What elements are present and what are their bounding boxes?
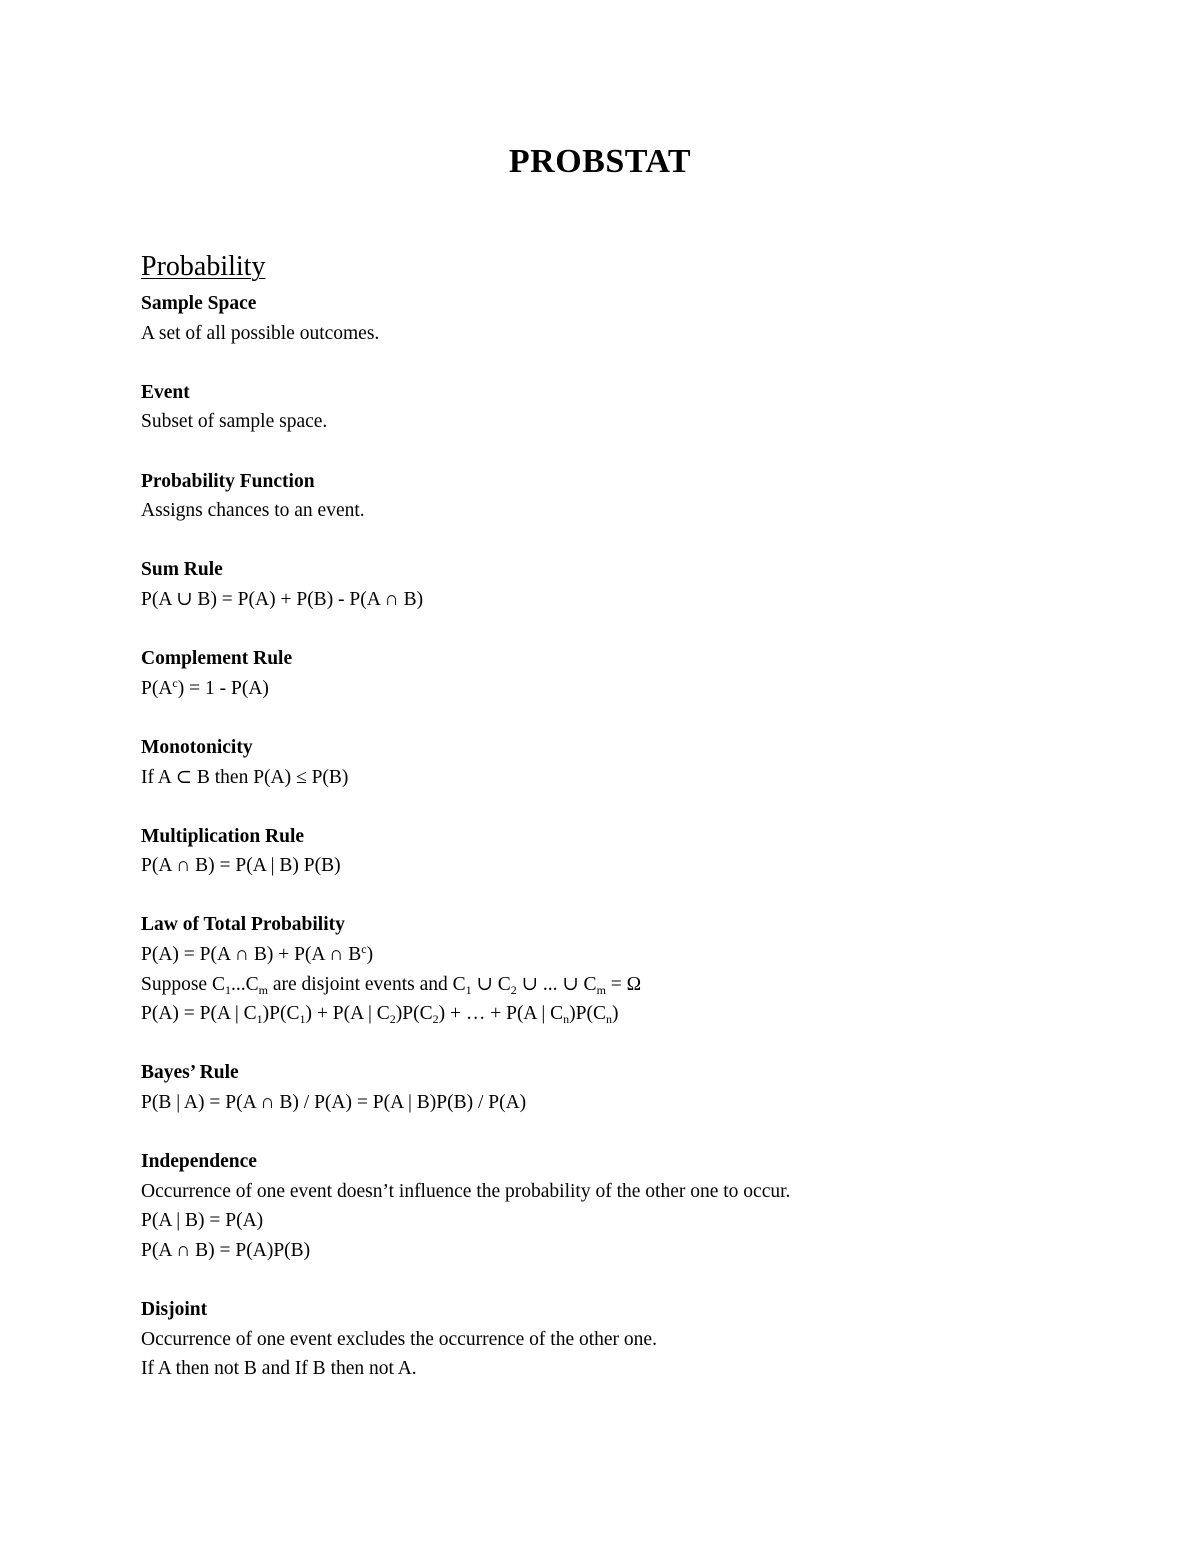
term-title: Bayes’ Rule	[141, 1062, 239, 1084]
term-line: Subset of sample space.	[141, 411, 328, 433]
subscript: 2	[389, 1012, 396, 1027]
document-title: PROBSTAT	[508, 143, 692, 180]
term-block	[141, 910, 1101, 1028]
term-title: Event	[141, 381, 190, 403]
term-line: P(A) = P(A ∩ B) + P(A ∩ $B^c$)	[141, 942, 374, 966]
term-line: P(B | A) = P(A ∩ B) / P(A) = P(A | B)P(B) / P(A)	[141, 1092, 527, 1114]
term-title: Multiplication Rule	[141, 825, 305, 847]
term-block	[141, 378, 1101, 437]
term-block	[141, 1295, 1101, 1384]
term-line: Suppose $C_1...C_m$ are disjoint events and $C_1$ ∪ $C_2$ ∪ ... ∪ $C_m = \Omega$	[141, 973, 642, 997]
term-title: Probability Function	[141, 470, 315, 492]
term-block	[141, 1058, 1101, 1117]
term-block	[141, 1147, 1101, 1265]
superscript: c	[172, 675, 178, 690]
term-block	[141, 733, 1101, 792]
term-line: If A ⊂ B then P(A) ≤ P(B)	[141, 766, 349, 788]
term-line: P(A ∩ B) = P(A)P(B)	[141, 1240, 311, 1261]
term-line: A set of all possible outcomes.	[141, 322, 380, 344]
term-line: $P(A^c) = 1 - P(A)$	[141, 675, 269, 699]
terms-list	[141, 289, 1101, 1384]
term-line: P(A) = P(A | $C_1)P(C_1) + P(A$ | $C_2)P(C_2)$ + … + P(A | $C_n)P(C_n)$	[141, 1003, 619, 1027]
subscript: 1	[299, 1012, 306, 1027]
term-title: Disjoint	[141, 1299, 208, 1321]
term-line: If A then not B and If B then not A.	[141, 1358, 417, 1380]
subscript: m	[596, 982, 606, 997]
term-title: Complement Rule	[141, 648, 293, 670]
term-line: P(A ∪ B) = P(A) + P(B) - P(A ∩ B)	[141, 588, 424, 610]
term-line: Assigns chances to an event.	[141, 500, 365, 522]
subscript: n	[605, 1012, 612, 1027]
subscript: 1	[465, 982, 472, 997]
term-block	[141, 289, 1101, 348]
term-title: Independence	[141, 1151, 257, 1173]
term-block	[141, 822, 1101, 881]
subscript: 2	[432, 1012, 439, 1027]
term-line: Occurrence of one event doesn’t influence the probability of the other one to occur.	[141, 1180, 791, 1202]
term-title: Monotonicity	[141, 736, 253, 758]
term-title: Sum Rule	[141, 559, 223, 581]
term-line: Occurrence of one event excludes the occurrence of the other one.	[141, 1328, 657, 1350]
term-block	[141, 644, 1101, 703]
section-heading: Probability	[141, 251, 266, 282]
subscript: n	[563, 1012, 570, 1027]
term-title: Sample Space	[141, 293, 257, 314]
term-block	[141, 467, 1101, 526]
term-block	[141, 555, 1101, 614]
term-title: Law of Total Probability	[141, 914, 345, 936]
superscript: c	[361, 942, 367, 957]
subscript: m	[258, 982, 268, 997]
subscript: 1	[256, 1012, 263, 1027]
subscript: 1	[224, 982, 231, 997]
term-line: P(A | B) = P(A)	[141, 1210, 264, 1232]
term-line: P(A ∩ B) = P(A | B) P(B)	[141, 855, 341, 877]
subscript: 2	[510, 982, 517, 997]
